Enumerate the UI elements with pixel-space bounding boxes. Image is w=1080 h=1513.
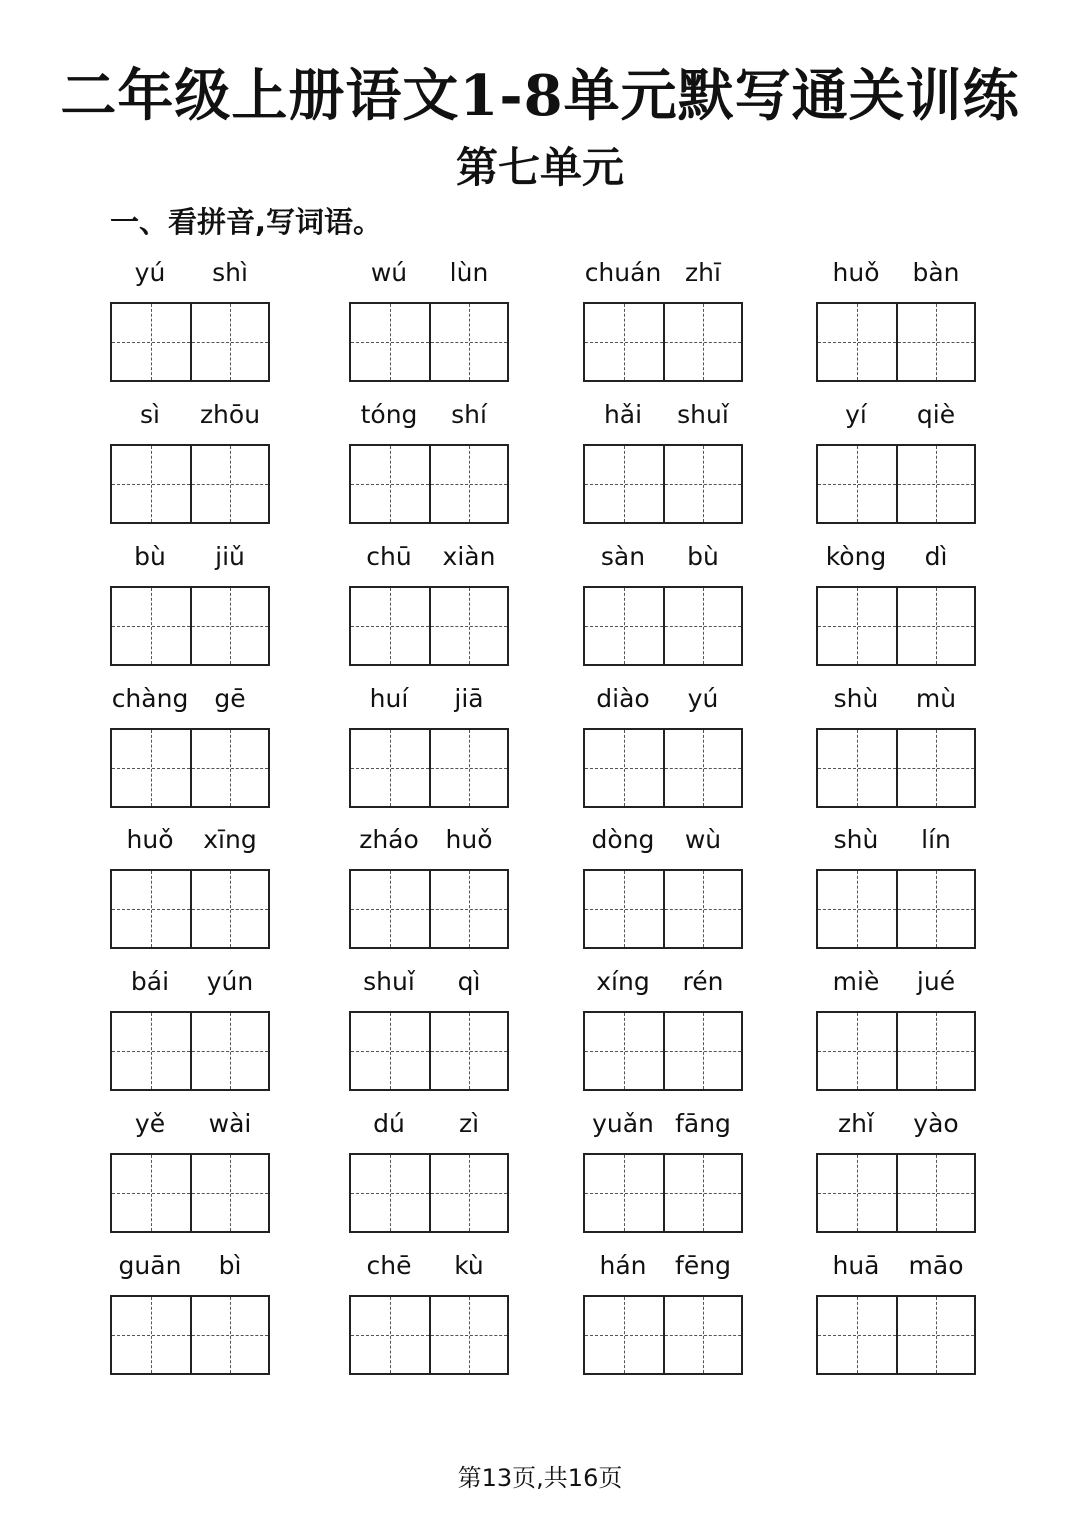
writing-boxes	[816, 1011, 976, 1091]
writing-cell[interactable]	[190, 1297, 268, 1373]
pinyin-label: wù	[684, 825, 722, 854]
writing-cell[interactable]	[190, 1155, 268, 1231]
word-item	[349, 1107, 509, 1232]
pinyin-label: yún	[206, 967, 254, 996]
pinyin-label: rén	[682, 967, 724, 996]
pinyin-label: huǒ	[126, 825, 174, 854]
word-item	[110, 256, 270, 381]
word-item	[583, 256, 743, 381]
writing-boxes	[583, 869, 743, 949]
writing-boxes	[816, 1295, 976, 1375]
writing-cell[interactable]	[112, 304, 190, 380]
word-item	[110, 540, 270, 665]
pinyin-label: yào	[913, 1109, 959, 1138]
writing-cell[interactable]	[896, 1297, 974, 1373]
writing-boxes	[349, 1295, 509, 1375]
word-item	[349, 540, 509, 665]
writing-cell[interactable]	[585, 730, 663, 806]
writing-boxes	[349, 1011, 509, 1091]
writing-cell[interactable]	[585, 1013, 663, 1089]
writing-boxes	[110, 586, 270, 666]
word-item	[816, 1107, 976, 1232]
writing-cell[interactable]	[663, 1155, 741, 1231]
pinyin-label: qiè	[916, 400, 956, 429]
writing-cell[interactable]	[190, 1013, 268, 1089]
writing-cell[interactable]	[818, 730, 896, 806]
writing-boxes	[110, 1295, 270, 1375]
writing-boxes	[583, 586, 743, 666]
writing-boxes	[110, 302, 270, 382]
writing-boxes	[583, 728, 743, 808]
pinyin-label: jiā	[454, 684, 484, 713]
writing-boxes	[349, 728, 509, 808]
writing-boxes	[110, 869, 270, 949]
pinyin-label: hán	[599, 1251, 647, 1280]
pinyin-label: chē	[366, 1251, 412, 1280]
pinyin-label: bì	[218, 1251, 242, 1280]
writing-cell[interactable]	[429, 871, 507, 947]
writing-boxes	[110, 1011, 270, 1091]
page-title: 二年级上册语文1-8单元默写通关训练	[60, 63, 1020, 129]
writing-cell[interactable]	[896, 871, 974, 947]
writing-boxes	[816, 444, 976, 524]
pinyin-label: yú	[134, 258, 166, 287]
writing-boxes	[349, 586, 509, 666]
writing-cell[interactable]	[663, 446, 741, 522]
writing-cell[interactable]	[429, 1297, 507, 1373]
word-item	[110, 965, 270, 1090]
pinyin-label: bàn	[912, 258, 960, 287]
pinyin-label: shí	[451, 400, 487, 429]
pinyin-label: fēng	[675, 1251, 731, 1280]
page-number: 第13页,共16页	[457, 1464, 623, 1492]
word-item	[349, 965, 509, 1090]
writing-boxes	[583, 302, 743, 382]
writing-boxes	[349, 1153, 509, 1233]
pinyin-label: chū	[366, 542, 412, 571]
pinyin-label: qì	[457, 967, 481, 996]
word-item	[349, 398, 509, 523]
writing-boxes	[816, 1153, 976, 1233]
word-item	[349, 1249, 509, 1374]
writing-cell[interactable]	[190, 871, 268, 947]
pinyin-label: diào	[596, 684, 650, 713]
writing-cell[interactable]	[351, 1013, 429, 1089]
word-item	[583, 1107, 743, 1232]
pinyin-label: shù	[833, 684, 879, 713]
writing-cell[interactable]	[896, 588, 974, 664]
writing-cell[interactable]	[818, 1013, 896, 1089]
writing-boxes	[816, 586, 976, 666]
writing-cell[interactable]	[585, 588, 663, 664]
writing-cell[interactable]	[818, 588, 896, 664]
writing-boxes	[816, 869, 976, 949]
pinyin-label: gē	[214, 684, 246, 713]
writing-cell[interactable]	[896, 1013, 974, 1089]
pinyin-label: shù	[833, 825, 879, 854]
word-item	[583, 1249, 743, 1374]
pinyin-label: wú	[370, 258, 408, 287]
pinyin-label: guān	[118, 1251, 182, 1280]
word-item	[816, 398, 976, 523]
writing-cell[interactable]	[818, 446, 896, 522]
writing-cell[interactable]	[351, 588, 429, 664]
writing-cell[interactable]	[429, 1013, 507, 1089]
writing-cell[interactable]	[818, 1155, 896, 1231]
writing-cell[interactable]	[585, 871, 663, 947]
pinyin-label: huǒ	[445, 825, 493, 854]
pinyin-label: xiàn	[442, 542, 496, 571]
word-item	[816, 682, 976, 807]
word-item	[816, 256, 976, 381]
writing-cell[interactable]	[663, 588, 741, 664]
pinyin-label: yú	[687, 684, 719, 713]
writing-cell[interactable]	[429, 588, 507, 664]
writing-boxes	[110, 1153, 270, 1233]
writing-cell[interactable]	[818, 871, 896, 947]
writing-cell[interactable]	[896, 730, 974, 806]
pinyin-label: chàng	[111, 684, 189, 713]
pinyin-label: sàn	[600, 542, 646, 571]
writing-cell[interactable]	[190, 588, 268, 664]
writing-cell[interactable]	[429, 730, 507, 806]
pinyin-label: xíng	[596, 967, 650, 996]
pinyin-label: huǒ	[832, 258, 880, 287]
writing-cell[interactable]	[351, 1155, 429, 1231]
pinyin-label: huā	[832, 1251, 880, 1280]
pinyin-label: zhǐ	[838, 1109, 874, 1138]
pinyin-label: xīng	[203, 825, 257, 854]
writing-cell[interactable]	[585, 1297, 663, 1373]
writing-cell[interactable]	[896, 1155, 974, 1231]
word-item	[583, 682, 743, 807]
word-item	[583, 398, 743, 523]
pinyin-label: bù	[134, 542, 166, 571]
word-item	[349, 682, 509, 807]
pinyin-label: zì	[458, 1109, 480, 1138]
writing-boxes	[110, 444, 270, 524]
writing-cell[interactable]	[351, 304, 429, 380]
word-item	[816, 1249, 976, 1374]
pinyin-label: dì	[924, 542, 948, 571]
word-item	[110, 682, 270, 807]
pinyin-label: miè	[832, 967, 880, 996]
pinyin-label: wài	[208, 1109, 252, 1138]
pinyin-label: bái	[130, 967, 170, 996]
writing-cell[interactable]	[112, 588, 190, 664]
writing-cell[interactable]	[112, 871, 190, 947]
writing-cell[interactable]	[429, 304, 507, 380]
word-item	[110, 823, 270, 948]
writing-cell[interactable]	[585, 304, 663, 380]
pinyin-label: sì	[140, 400, 160, 429]
writing-boxes	[349, 869, 509, 949]
writing-boxes	[816, 302, 976, 382]
writing-boxes	[349, 444, 509, 524]
pinyin-label: shuǐ	[677, 400, 729, 429]
writing-boxes	[583, 1153, 743, 1233]
word-item	[816, 823, 976, 948]
pinyin-label: yí	[845, 400, 867, 429]
pinyin-label: shuǐ	[363, 967, 415, 996]
pinyin-label: zhī	[685, 258, 721, 287]
writing-cell[interactable]	[429, 446, 507, 522]
pinyin-label: mù	[915, 684, 957, 713]
pinyin-label: huí	[369, 684, 409, 713]
pinyin-label: yuǎn	[592, 1109, 654, 1138]
word-item	[816, 540, 976, 665]
writing-cell[interactable]	[663, 730, 741, 806]
word-item	[110, 1107, 270, 1232]
writing-cell[interactable]	[818, 304, 896, 380]
writing-cell[interactable]	[896, 304, 974, 380]
writing-cell[interactable]	[351, 730, 429, 806]
writing-cell[interactable]	[663, 304, 741, 380]
writing-cell[interactable]	[896, 446, 974, 522]
writing-cell[interactable]	[190, 730, 268, 806]
writing-cell[interactable]	[429, 1155, 507, 1231]
pinyin-label: jiǔ	[215, 542, 245, 571]
writing-boxes	[583, 1295, 743, 1375]
writing-cell[interactable]	[585, 446, 663, 522]
word-item	[349, 823, 509, 948]
writing-cell[interactable]	[112, 1013, 190, 1089]
pinyin-label: shì	[212, 258, 248, 287]
writing-cell[interactable]	[663, 1013, 741, 1089]
pinyin-label: dòng	[591, 825, 655, 854]
pinyin-label: jué	[916, 967, 956, 996]
word-item	[816, 965, 976, 1090]
writing-cell[interactable]	[112, 730, 190, 806]
writing-cell[interactable]	[112, 1297, 190, 1373]
pinyin-label: chuán	[584, 258, 662, 287]
writing-cell[interactable]	[818, 1297, 896, 1373]
writing-cell[interactable]	[351, 871, 429, 947]
writing-cell[interactable]	[351, 446, 429, 522]
writing-boxes	[583, 444, 743, 524]
section-heading: 一、看拼音,写词语。	[110, 205, 383, 239]
pinyin-label: hǎi	[603, 400, 643, 429]
writing-cell[interactable]	[190, 446, 268, 522]
word-item	[583, 823, 743, 948]
unit-title: 第七单元	[455, 143, 624, 192]
pinyin-label: kòng	[825, 542, 887, 571]
writing-boxes	[110, 728, 270, 808]
pinyin-label: fāng	[675, 1109, 731, 1138]
writing-cell[interactable]	[112, 1155, 190, 1231]
pinyin-label: kù	[454, 1251, 484, 1280]
pinyin-label: lín	[921, 825, 951, 854]
word-item	[583, 965, 743, 1090]
pinyin-label: lùn	[449, 258, 489, 287]
writing-cell[interactable]	[112, 446, 190, 522]
word-item	[349, 256, 509, 381]
pinyin-label: zháo	[359, 825, 419, 854]
writing-boxes	[349, 302, 509, 382]
writing-boxes	[816, 728, 976, 808]
writing-cell[interactable]	[663, 871, 741, 947]
pinyin-label: yě	[134, 1109, 166, 1138]
writing-cell[interactable]	[351, 1297, 429, 1373]
word-item	[110, 1249, 270, 1374]
pinyin-label: bù	[687, 542, 719, 571]
writing-cell[interactable]	[190, 304, 268, 380]
word-item	[583, 540, 743, 665]
pinyin-label: zhōu	[199, 400, 261, 429]
pinyin-label: tóng	[360, 400, 418, 429]
word-item	[110, 398, 270, 523]
writing-cell[interactable]	[663, 1297, 741, 1373]
pinyin-label: dú	[373, 1109, 405, 1138]
writing-boxes	[583, 1011, 743, 1091]
pinyin-label: māo	[908, 1251, 964, 1280]
writing-cell[interactable]	[585, 1155, 663, 1231]
